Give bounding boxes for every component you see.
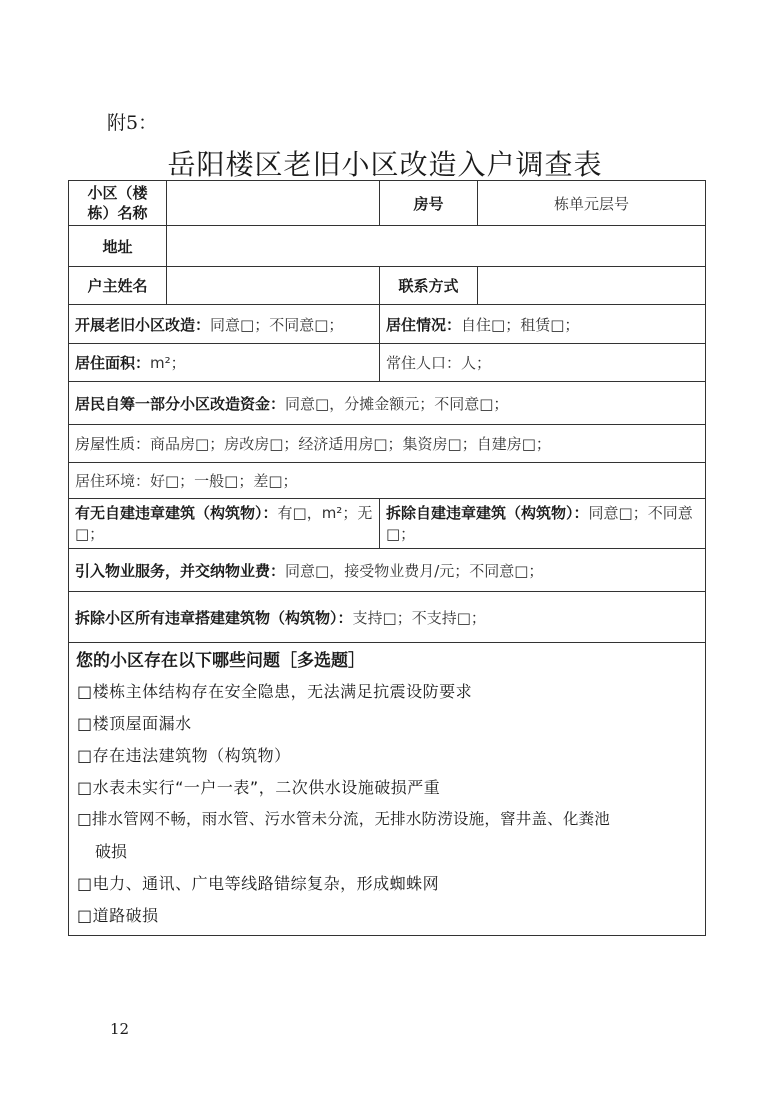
- row-self-funding: [69, 382, 705, 425]
- address-label: 地址: [69, 226, 167, 266]
- row-property-service: [69, 549, 705, 592]
- demolish-self-built-options: 同意□；不同意□；: [386, 503, 693, 543]
- row-house-type: [69, 425, 705, 463]
- issue-option-structure[interactable]: □楼栋主体结构存在安全隐患，无法满足抗震设防要求: [77, 682, 473, 701]
- document-title: 岳阳楼区老旧小区改造入户调查表: [167, 148, 603, 181]
- self-funding-label: 居民自筹一部分小区改造资金：: [75, 394, 286, 413]
- demolish-all-label: 拆除小区所有违章搭建建筑物（构筑物）：: [75, 608, 353, 627]
- residents-cell[interactable]: 常住人口：人；: [386, 354, 492, 372]
- issue-option-drainage-continued: 破损: [95, 842, 128, 861]
- issue-option-roof-leak[interactable]: □楼顶屋面漏水: [77, 714, 192, 733]
- row-community-name: [69, 181, 705, 226]
- illegal-building-options: 有□，m²；无□；: [75, 503, 373, 543]
- property-service-label: 引入物业服务，并交纳物业费：: [75, 561, 286, 580]
- house-type-cell[interactable]: [69, 425, 705, 462]
- residence-status-label: 居住情况：: [386, 315, 462, 334]
- illegal-building-cell[interactable]: [69, 499, 380, 548]
- owner-name-label: 户主姓名: [69, 267, 167, 304]
- owner-name-field[interactable]: [167, 267, 380, 304]
- issues-title: 您的小区存在以下哪些问题［多选题］: [76, 651, 365, 671]
- contact-field[interactable]: [478, 267, 705, 304]
- room-number-field[interactable]: 栋单元层号: [553, 194, 629, 213]
- house-type-label: 房屋性质：: [75, 435, 151, 453]
- living-area-cell[interactable]: [69, 344, 380, 381]
- renovation-consent-cell[interactable]: [69, 305, 380, 343]
- survey-form: [68, 180, 706, 936]
- issue-option-water-supply[interactable]: □水表未实行“一户一表”，二次供水设施破损严重: [77, 778, 441, 797]
- row-demolish-all: [69, 592, 705, 643]
- row-environment: [69, 463, 705, 499]
- residence-status-cell[interactable]: [380, 305, 705, 343]
- issue-option-road[interactable]: □道路破损: [77, 906, 159, 925]
- issue-option-illegal-building[interactable]: □存在违法建筑物（构筑物）: [77, 746, 291, 765]
- living-area-unit: m²；: [150, 354, 186, 372]
- contact-label: 联系方式: [380, 267, 478, 304]
- living-area-label: 居住面积：: [75, 354, 151, 372]
- property-service-cell[interactable]: [69, 549, 705, 591]
- row-address: [69, 226, 705, 267]
- residence-status-options: 自住□；租赁□；: [461, 315, 580, 334]
- self-funding-options: 同意□，分摊金额元；不同意□；: [285, 394, 509, 413]
- row-illegal-building: [69, 499, 705, 549]
- renovation-consent-label: 开展老旧小区改造：: [75, 315, 211, 334]
- illegal-building-label: 有无自建违章建筑（构筑物）：: [75, 503, 278, 522]
- issue-option-drainage[interactable]: □排水管网不畅，雨水管、污水管未分流，无排水防涝设施，窨井盖、化粪池: [77, 810, 610, 828]
- community-name-label: 小区（楼栋）名称: [69, 181, 167, 225]
- demolish-all-options: 支持□；不支持□；: [352, 608, 486, 627]
- self-funding-cell[interactable]: [69, 382, 705, 424]
- address-field[interactable]: [167, 226, 705, 266]
- room-number-label: 房号: [380, 181, 478, 225]
- demolish-all-cell[interactable]: [69, 592, 705, 642]
- environment-cell[interactable]: 居住环境：好□；一般□；差□；: [75, 472, 298, 490]
- row-owner: [69, 267, 705, 305]
- community-name-field[interactable]: [167, 181, 380, 225]
- property-service-options: 同意□，接受物业费月/元；不同意□；: [285, 561, 544, 580]
- page-number: 12: [110, 1020, 130, 1038]
- demolish-self-built-cell[interactable]: [380, 499, 705, 548]
- renovation-consent-options: 同意□；不同意□；: [210, 315, 344, 334]
- issue-option-wiring[interactable]: □电力、通讯、广电等线路错综复杂，形成蜘蛛网: [77, 874, 440, 893]
- annex-label: 附5：: [107, 112, 158, 134]
- house-type-options: 商品房□；房改房□；经济适用房□；集资房□；自建房□；: [150, 435, 551, 453]
- row-area: [69, 344, 705, 382]
- row-renovation-consent: [69, 305, 705, 344]
- demolish-self-built-label: 拆除自建违章建筑（构筑物）：: [386, 503, 589, 522]
